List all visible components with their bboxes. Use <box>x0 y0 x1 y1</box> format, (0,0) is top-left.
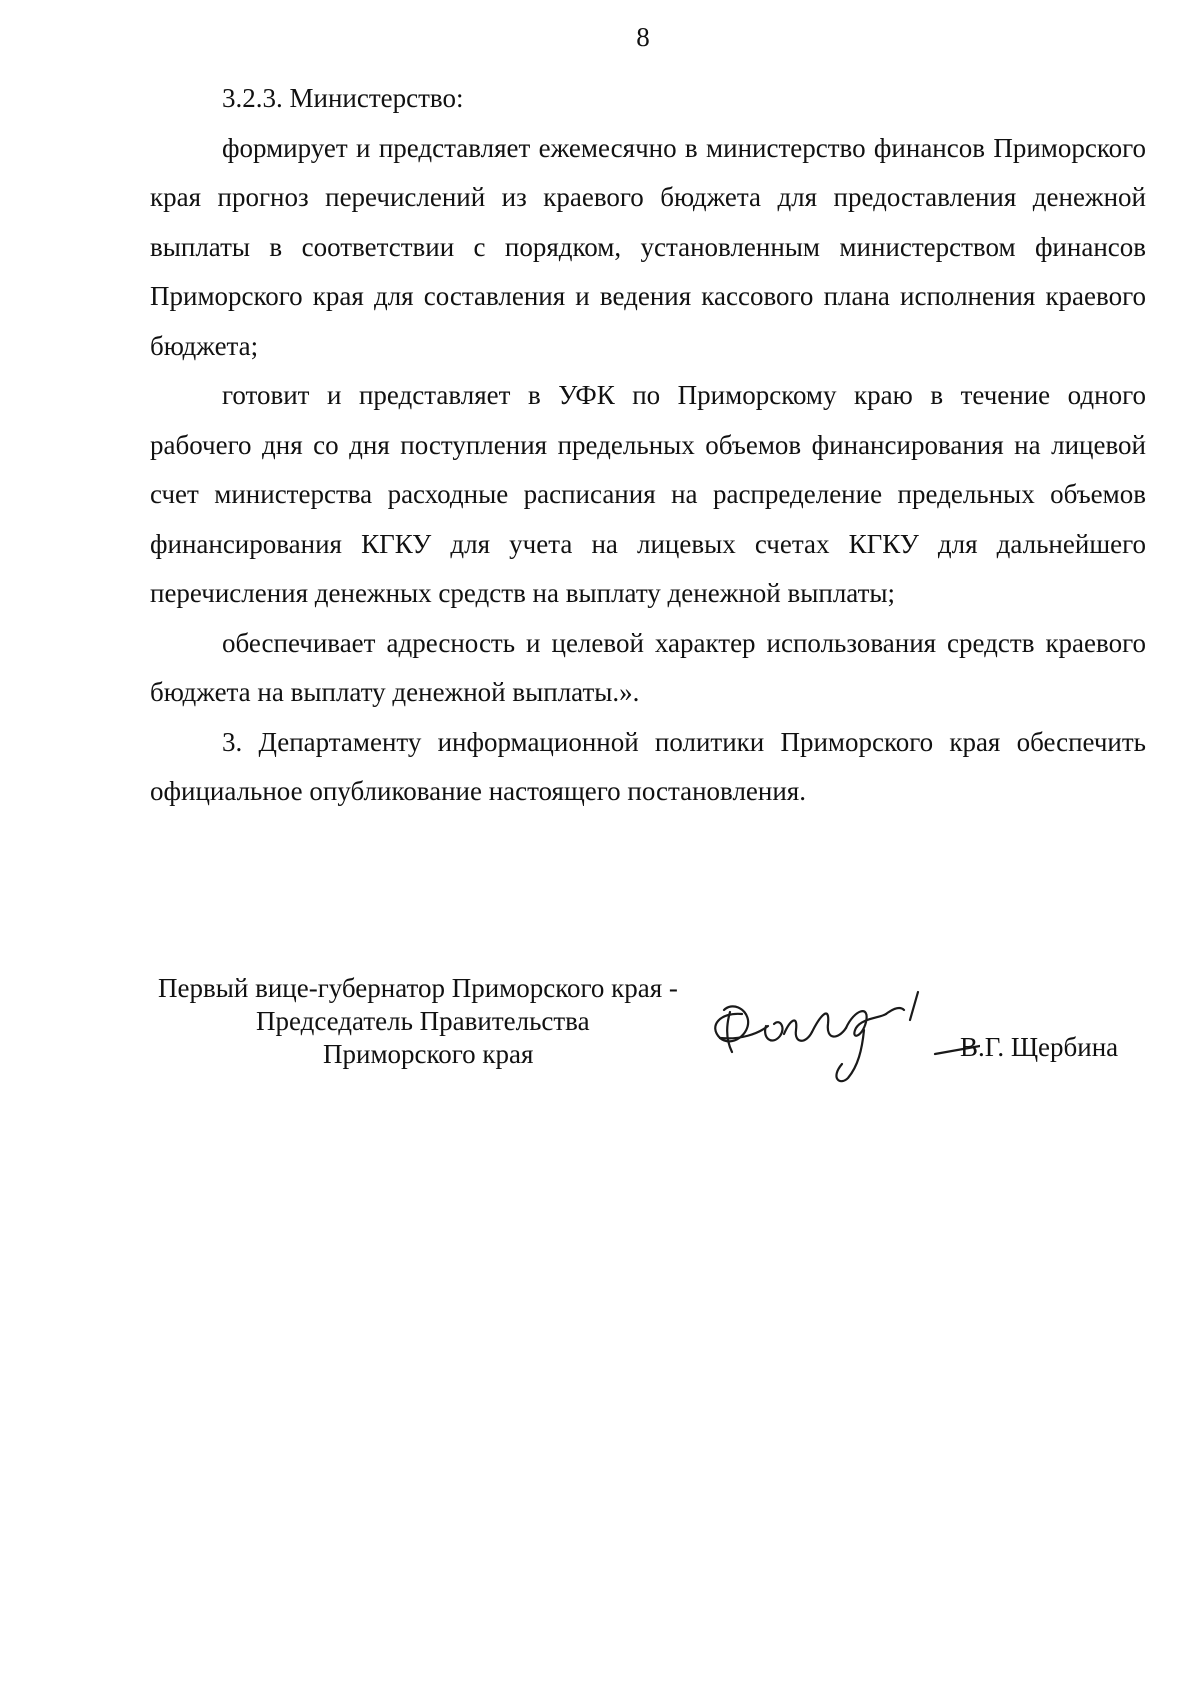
signatory-title-line: Первый вице-губернатор Приморского края - <box>158 973 678 1003</box>
paragraph-targeted-use: обеспечивает адресность и целевой характер использования средств краевого бюджета на выплату денежной выплаты.». <box>150 627 1146 707</box>
signatory-name: В.Г. Щербина <box>960 1032 1119 1062</box>
paragraph-publication: 3. Департаменту информационной политики Приморского края обеспечить официальное опубликование настоящего постановления. <box>150 726 1146 806</box>
signatory-title-line: Приморского края <box>323 1039 534 1069</box>
signatory-title-line: Председатель Правительства <box>256 1006 590 1036</box>
paragraph-expenditure-schedules: готовит и представляет в УФК по Приморскому краю в течение одного рабочего дня со дня поступления предельных объемов финансирования на лицевой счет министерства расходные расписания на распределение предельных объемов финансирования КГКУ для учета на лицевых счетах КГКУ для дальнейшего перечисления денежных средств на выплату денежной выплаты; <box>150 380 1146 608</box>
page-number: 8 <box>636 22 650 52</box>
section-heading: 3.2.3. Министерство: <box>222 83 464 113</box>
signature-block <box>150 972 1150 1092</box>
signatory-title <box>150 972 720 1071</box>
handwritten-signature <box>680 974 980 1089</box>
paragraph-forecast: формирует и представляет ежемесячно в министерство финансов Приморского края прогноз перечислений из краевого бюджета для предоставления денежной выплаты в соответствии с порядком, установленным министерством финансов Приморского края для составления и ведения кассового плана исполнения краевого бюджета; <box>150 132 1146 361</box>
document-body <box>150 74 1146 817</box>
